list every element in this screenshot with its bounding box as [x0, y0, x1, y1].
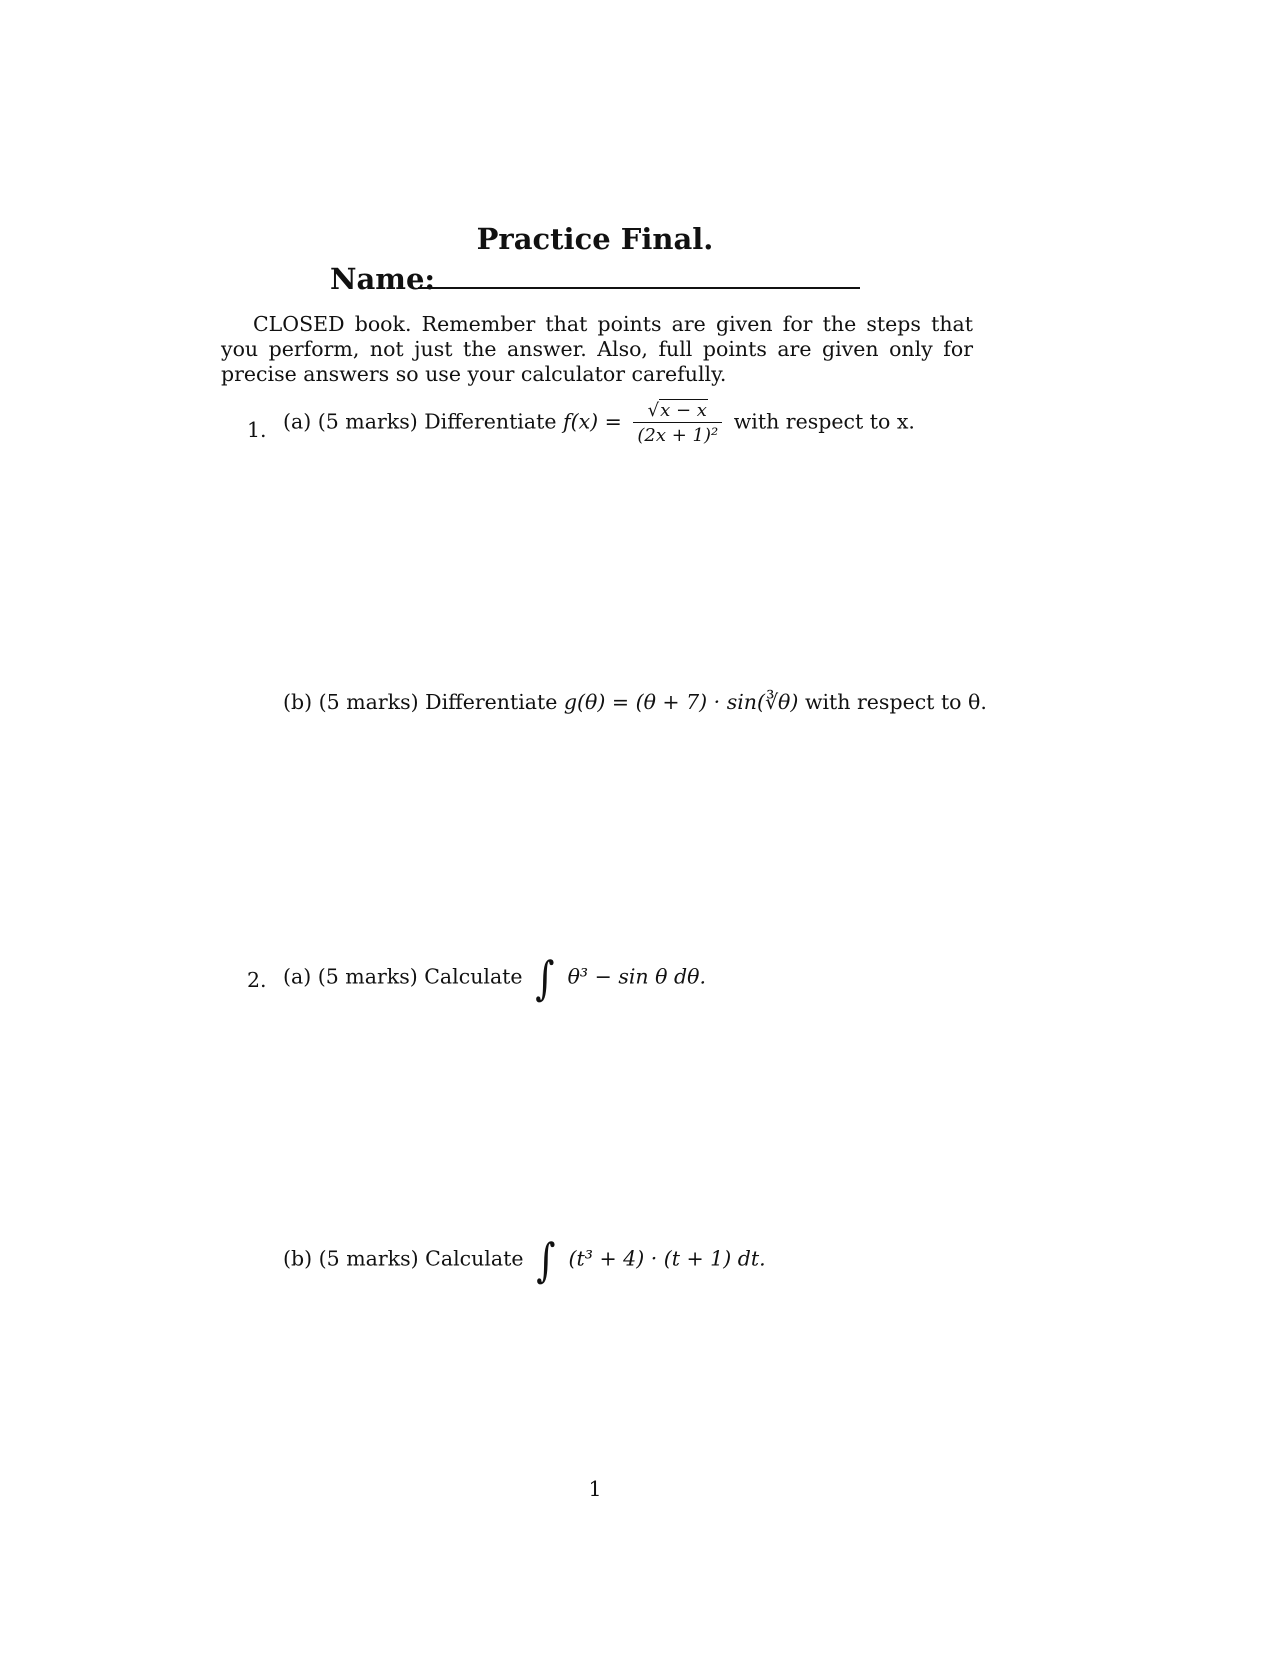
- integral-sign: ∫: [535, 951, 555, 1005]
- question-2b-label: (b): [283, 1246, 313, 1271]
- question-1a-numerator: √x − x: [633, 400, 722, 423]
- question-2a: [283, 951, 706, 1005]
- question-2b-marks: (5 marks): [318, 1246, 419, 1271]
- question-2b-integrand: (t³ + 4) · (t + 1) dt.: [568, 1246, 766, 1271]
- question-2-number: 2.: [247, 968, 267, 992]
- question-1a-function: f(x) =: [563, 409, 622, 434]
- question-1b-verb: Differentiate: [425, 690, 558, 714]
- question-1b: [283, 690, 987, 714]
- question-2b: [283, 1233, 766, 1287]
- question-1a-suffix: with respect to x.: [733, 409, 915, 434]
- question-1a-verb: Differentiate: [424, 409, 557, 434]
- question-2a-label: (a): [283, 964, 312, 989]
- question-1a: [283, 400, 915, 446]
- question-1a-label: (a): [283, 409, 312, 434]
- question-1a-numerator-text: x − x: [660, 400, 707, 421]
- question-1a-marks: (5 marks): [317, 409, 418, 434]
- question-2b-verb: Calculate: [425, 1246, 524, 1271]
- question-2a-verb: Calculate: [424, 964, 523, 989]
- question-1b-expression: g(θ) = (θ + 7) · sin(∛θ): [563, 690, 799, 714]
- name-blank-line: [418, 287, 860, 289]
- question-2a-marks: (5 marks): [317, 964, 418, 989]
- question-1a-fraction: [633, 400, 722, 446]
- question-1a-denominator: (2x + 1)²: [637, 425, 719, 446]
- question-1b-marks: (5 marks): [318, 690, 419, 714]
- page-number: 1: [588, 1477, 602, 1501]
- question-2a-integrand: θ³ − sin θ dθ.: [567, 964, 706, 989]
- question-1b-label: (b): [283, 690, 313, 714]
- page-title: Practice Final.: [476, 222, 714, 256]
- question-1-number: 1.: [247, 418, 267, 442]
- integral-sign: ∫: [536, 1233, 556, 1287]
- instructions-paragraph: CLOSED book. Remember that points are given for the steps that you perform, not just the answer. Also, full points are given only for precise answers so use your calculator carefully.: [221, 312, 973, 386]
- name-label: Name:: [330, 262, 436, 296]
- question-1b-suffix: with respect to θ.: [804, 690, 987, 714]
